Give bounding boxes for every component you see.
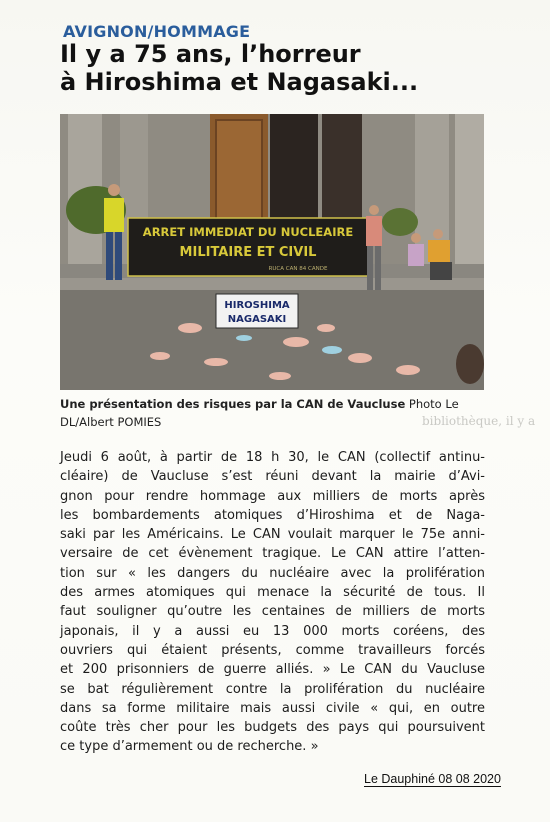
body-line: les bombardements atomiques d’Hiroshima et de Naga- bbox=[60, 507, 485, 523]
article-body bbox=[60, 448, 485, 757]
banner-line-2: MILITAIRE ET CIVIL bbox=[179, 245, 317, 260]
caption-text: Une présentation des risques par la CAN de Vaucluse bbox=[60, 397, 406, 411]
headline-line-2: à Hiroshima et Nagasaki... bbox=[60, 68, 419, 96]
body-line: versaire de cet évènement tragique. Le CAN attire l’atten- bbox=[60, 546, 485, 562]
article-photo bbox=[60, 114, 484, 390]
body-line: saki par les Américains. Le CAN voulait marquer le 75e anni- bbox=[60, 527, 485, 543]
headline bbox=[60, 40, 500, 96]
body-line: des armes atomiques qui menace la sécurité de tous. Il bbox=[60, 585, 485, 601]
body-line: ouvriers qui étaient présents, comme travailleurs forcés bbox=[60, 642, 485, 658]
body-line: cléaire) de Vaucluse s’est réuni devant la mairie d’Avi- bbox=[60, 469, 485, 485]
body-line: gnon pour rendre hommage aux milliers de morts après bbox=[60, 488, 485, 504]
banner-line-1: ARRET IMMEDIAT DU NUCLEAIRE bbox=[142, 225, 354, 239]
banner-small-text: RUCA CAN 84 CANDE bbox=[268, 266, 328, 272]
body-line: ce type d’armement ou de recherche. » bbox=[60, 739, 319, 755]
section-label: AVIGNON/HOMMAGE bbox=[63, 22, 251, 41]
body-line: coûte très cher pour les budgets des pays qui poursuivent bbox=[60, 720, 485, 736]
caption-credit: Photo Le bbox=[408, 397, 459, 411]
photo-illustration bbox=[60, 114, 484, 390]
headline-line-1: Il y a 75 ans, l’horreur bbox=[60, 40, 361, 68]
body-line: se bat régulièrement contre la prolifération du nucléaire bbox=[60, 681, 485, 697]
protest-banner bbox=[128, 218, 368, 276]
bleed-through-text: bibliothèque, il y a bbox=[422, 414, 536, 428]
body-line: tion sur « les dangers du nucléaire avec la prolifération bbox=[60, 565, 485, 581]
hiroshima-sign bbox=[216, 294, 298, 328]
body-line: Jeudi 6 août, à partir de 18 h 30, le CAN (collectif antinu- bbox=[60, 450, 485, 465]
body-line: dans sa forme militaire mais aussi civile « qui, en outre bbox=[60, 700, 485, 716]
sign-line-2: NAGASAKI bbox=[227, 314, 287, 325]
source-citation: Le Dauphiné 08 08 2020 bbox=[364, 772, 501, 786]
body-line: et 200 prisonniers de guerre alliés. » Le CAN du Vaucluse bbox=[60, 662, 485, 678]
caption-credit-name: DL/Albert POMIES bbox=[60, 415, 162, 429]
body-line: japonais, il y a aussi eu 13 000 morts coréens, des bbox=[60, 623, 485, 639]
body-line: faut souligner qu’outre les centaines de milliers de morts bbox=[60, 604, 485, 620]
sign-line-1: HIROSHIMA bbox=[224, 300, 290, 311]
